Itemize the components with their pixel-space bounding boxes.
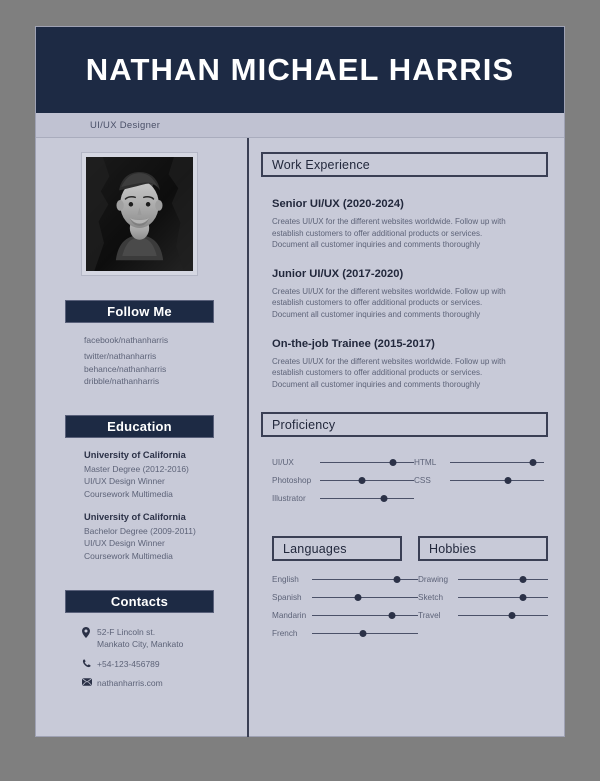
section-header-work-experience (261, 152, 548, 177)
education-detail: UI/UX Design Winner (84, 476, 165, 487)
contacts-list (82, 626, 225, 689)
skill-row (272, 476, 414, 485)
languages-list (272, 575, 418, 647)
envelope-icon (82, 677, 97, 686)
slider-knob[interactable] (388, 612, 395, 619)
social-link[interactable]: facebook/nathanharris (84, 335, 169, 345)
skill-row (272, 494, 414, 503)
job-description: Creates UI/UX for the different websites worldwide. Follow up with establish customers to offer additional products or services. Document all customer inquiries and comments thoroughly (272, 286, 506, 319)
main-content (243, 138, 564, 737)
languages-hobbies-headers (261, 536, 548, 561)
skill-slider[interactable] (458, 575, 548, 584)
skill-slider[interactable] (312, 611, 418, 620)
skill-slider[interactable] (320, 458, 414, 467)
work-experience-list (261, 198, 548, 390)
skill-slider[interactable] (320, 476, 414, 485)
proficiency-column-left (272, 458, 414, 512)
job-description: Creates UI/UX for the different websites worldwide. Follow up with establish customers to offer additional products or services. Document all customer inquiries and comments thoroughly (272, 217, 506, 250)
section-header-languages (272, 536, 402, 561)
slider-knob[interactable] (390, 459, 397, 466)
skill-label: English (272, 575, 299, 585)
header-band (36, 27, 564, 113)
skill-slider[interactable] (312, 629, 418, 638)
skill-label: Travel (418, 611, 441, 621)
section-title: Follow Me (107, 304, 172, 319)
education-entry (84, 512, 225, 562)
slider-knob[interactable] (354, 594, 361, 601)
slider-knob[interactable] (519, 594, 526, 601)
address-line-2: Mankato City, Mankato (97, 639, 184, 650)
job-title: Senior UI/UX (2020-2024) (272, 198, 404, 210)
skill-row (414, 476, 544, 485)
header-gap (402, 536, 418, 561)
slider-knob[interactable] (505, 477, 512, 484)
skill-slider[interactable] (450, 476, 544, 485)
job-subtitle: UI/UX Designer (90, 119, 161, 131)
slider-knob[interactable] (359, 477, 366, 484)
section-title: Education (107, 419, 172, 435)
proficiency-skills (261, 458, 548, 512)
job-entry (261, 338, 548, 391)
job-entry (261, 198, 548, 251)
skill-row (414, 458, 544, 467)
education-detail: Master Degree (2012-2016) (84, 464, 189, 475)
skill-label: UI/UX (272, 458, 294, 468)
contact-email-row (82, 677, 225, 689)
resume-page (35, 26, 565, 737)
body-columns (36, 138, 564, 737)
slider-knob[interactable] (359, 630, 366, 637)
education-detail: UI/UX Design Winner (84, 538, 165, 549)
education-detail: Coursework Multimedia (84, 550, 173, 561)
contact-phone: +54-123-456789 (97, 658, 160, 669)
slider-knob[interactable] (529, 459, 536, 466)
contact-address (97, 626, 183, 651)
job-title: Junior UI/UX (2017-2020) (272, 267, 404, 280)
address-line-1: 52-F Lincoln st. (97, 626, 156, 637)
section-title: Proficiency (272, 417, 336, 432)
section-header-proficiency (261, 412, 548, 437)
avatar (81, 152, 198, 276)
skill-slider[interactable] (320, 494, 414, 503)
section-title: Hobbies (429, 541, 477, 556)
hobbies-list (418, 575, 548, 647)
skill-label: Mandarin (272, 611, 307, 621)
skill-row (272, 629, 418, 638)
skill-label: Illustrator (272, 494, 306, 504)
skill-label: HTML (414, 458, 437, 468)
languages-hobbies-body (261, 575, 548, 647)
social-links-list (84, 334, 225, 388)
skill-row (272, 458, 414, 467)
portrait-photo-icon (86, 157, 193, 271)
section-header-hobbies (418, 536, 548, 561)
social-link[interactable]: behance/nathanharris (84, 363, 167, 374)
skill-row (272, 575, 418, 584)
skill-row (272, 593, 418, 602)
contact-address-row (82, 626, 225, 651)
education-detail: Coursework Multimedia (84, 488, 173, 499)
job-entry (261, 268, 548, 321)
contact-phone-row (82, 658, 225, 670)
education-school: University of California (84, 512, 186, 523)
skill-label: Photoshop (272, 476, 312, 486)
location-pin-icon (82, 626, 97, 638)
skill-label: CSS (414, 476, 431, 486)
skill-row (418, 611, 548, 620)
skill-label: French (272, 629, 298, 639)
skill-label: Drawing (418, 575, 449, 585)
slider-knob[interactable] (380, 495, 387, 502)
section-header-education (65, 415, 214, 438)
skill-slider[interactable] (458, 593, 548, 602)
sidebar (36, 138, 243, 737)
education-detail: Bachelor Degree (2009-2011) (84, 526, 196, 537)
social-link[interactable]: twitter/nathanharris (84, 350, 157, 361)
slider-knob[interactable] (393, 576, 400, 583)
slider-knob[interactable] (519, 576, 526, 583)
social-link[interactable]: dribble/nathanharris (84, 376, 160, 387)
contact-email[interactable]: nathanharris.com (97, 677, 163, 688)
skill-slider[interactable] (458, 611, 548, 620)
section-title: Languages (283, 541, 347, 556)
skill-slider[interactable] (450, 458, 544, 467)
skill-slider[interactable] (312, 593, 418, 602)
section-title: Work Experience (272, 157, 370, 172)
column-divider (247, 138, 249, 737)
skill-slider[interactable] (312, 575, 418, 584)
section-title: Contacts (110, 593, 169, 609)
phone-icon (82, 658, 97, 668)
subtitle-band (36, 113, 564, 138)
skill-row (418, 593, 548, 602)
section-header-follow-me (65, 300, 214, 323)
job-description: Creates UI/UX for the different websites worldwide. Follow up with establish customers to offer additional products or services. Document all customer inquiries and comments thoroughly (272, 356, 506, 389)
slider-knob[interactable] (509, 612, 516, 619)
job-title: On-the-job Trainee (2015-2017) (272, 337, 435, 350)
section-header-contacts (65, 590, 214, 613)
skill-label: Sketch (418, 593, 444, 603)
education-school: University of California (84, 450, 186, 461)
skill-label: Spanish (272, 593, 302, 603)
education-entry (84, 450, 225, 500)
proficiency-column-right (414, 458, 544, 512)
page-title: NATHAN MICHAEL HARRIS (85, 52, 515, 87)
skill-row (418, 575, 548, 584)
skill-row (272, 611, 418, 620)
proficiency-section (261, 412, 548, 512)
